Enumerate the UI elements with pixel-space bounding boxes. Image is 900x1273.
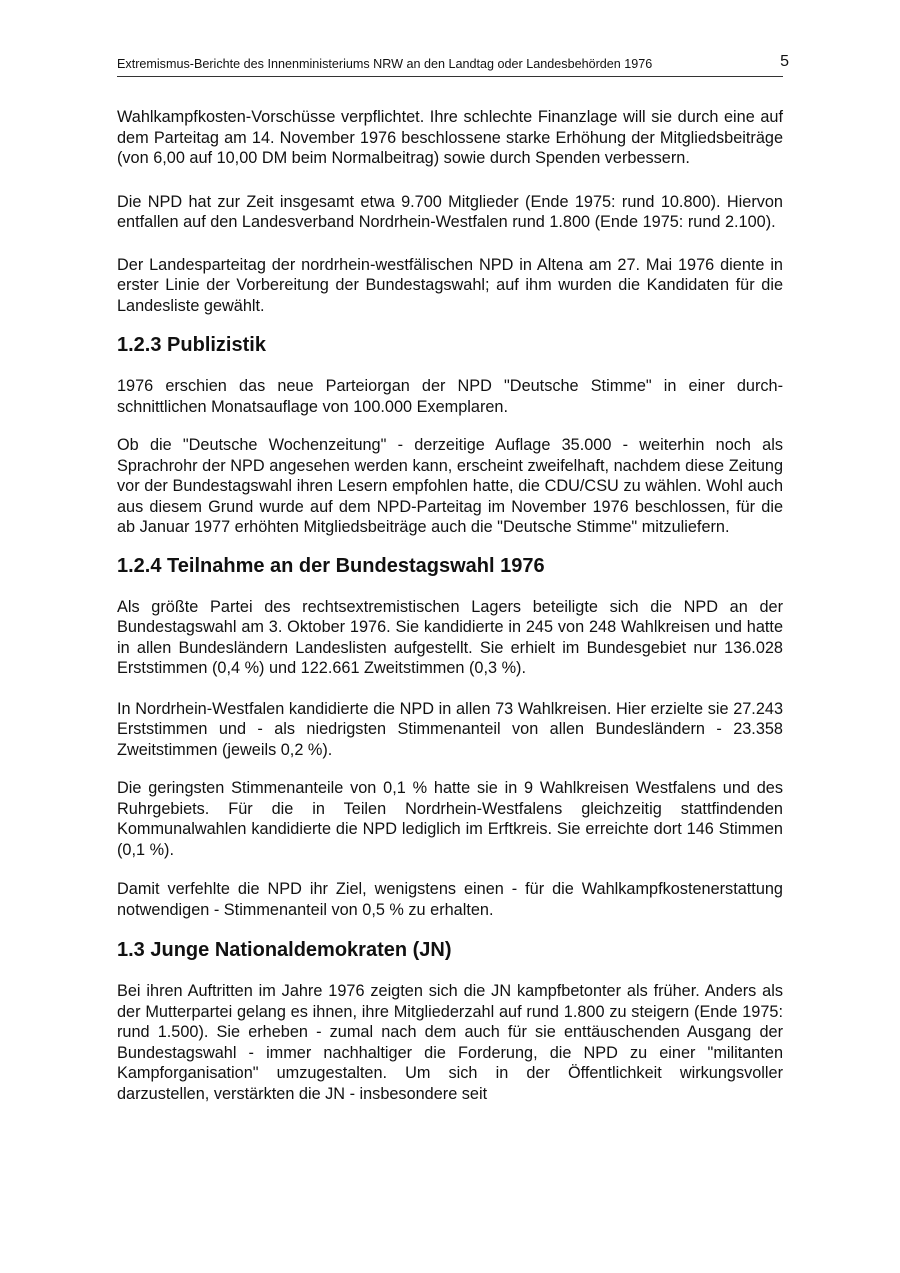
paragraph: Als größte Partei des rechtsextremistischen Lagers beteiligte sich die NPD an der Bundestagswahl am 3. Oktober 1976. Sie kandidierte in 245 von 248 Wahlkreisen und hatte in allen Bundesländern Landeslisten aufgestellt. Sie erhielt im Bundesgebiet nur 136.028 Erststimmen (0,4 %) und 122.661 Zweitstimmen (0,3 %). — [117, 597, 783, 677]
page-header — [117, 52, 789, 77]
paragraph: Die NPD hat zur Zeit insgesamt etwa 9.700 Mitglieder (Ende 1975: rund 10.800). Hiervon entfallen auf den Landesverband Nordrhein-Westfalen rund 1.800 (Ende 1975: rund 2.100). — [117, 192, 783, 231]
document-page — [117, 52, 789, 1120]
paragraph: Ob die "Deutsche Wochenzeitung" - derzeitige Auflage 35.000 - weiterhin noch als Sprachrohr der NPD angesehen werden kann, erscheint zweifelhaft, nachdem diese Zeitung vor der Bundestagswahl ihren Lesern empfohlen hatte, die CDU/CSU zu wählen. Wohl auch aus diesem Grund wurde auf dem NPD-Parteitag im November 1976 beschlossen, für die ab Januar 1977 erhöhten Mitgliedsbeiträge auch die "Deutsche Stimme" mitzuliefern. — [117, 436, 783, 536]
page-number: 5 — [780, 53, 789, 70]
section-heading-publizistik: 1.2.3 Publizistik — [117, 334, 266, 356]
paragraph: In Nordrhein-Westfalen kandidierte die NPD in allen 73 Wahlkreisen. Hier erzielte sie 27.243 Erststimmen und - als niedrigsten Stimmenanteil von allen Bundesländern - 23.358 Zweitstimmen (jeweils 0,2 %). — [117, 699, 783, 759]
section-heading-jn: 1.3 Junge Nationaldemokraten (JN) — [117, 939, 452, 961]
paragraph: 1976 erschien das neue Parteiorgan der NPD "Deutsche Stimme" in einer durchschnittlichen Monatsauflage von 100.000 Exemplaren. — [117, 377, 783, 416]
section-heading-bundestagswahl: 1.2.4 Teilnahme an der Bundestagswahl 1976 — [117, 554, 545, 577]
paragraph: Die geringsten Stimmenanteile von 0,1 % hatte sie in 9 Wahlkreisen Westfalens und des Ruhrgebiets. Für die in Teilen Nordrhein-Westfalens gleichzeitig stattfindenden Kommunalwahlen kandidierte die NPD lediglich im Erftkreis. Sie erreichte dort 146 Stimmen (0,1 %). — [117, 779, 783, 859]
paragraph: Wahlkampfkosten-Vorschüsse verpflichtet. Ihre schlechte Finanzlage will sie durch eine auf dem Parteitag am 14. November 1976 beschlossene starke Erhöhung der Mitgliedsbeiträge (von 6,00 auf 10,00 DM beim Normalbeitrag) sowie durch Spenden verbessern. — [117, 108, 783, 167]
paragraph: Bei ihren Auftritten im Jahre 1976 zeigten sich die JN kampfbetonter als früher. Anders als der Mutterpartei gelang es ihnen, ihre Mitgliederzahl auf rund 1.800 zu steigern (Ende 1975: rund 1.500). Sie erheben - zumal nach dem auch für sie enttäuschenden Ausgang der Bundestagswahl - immer nachhaltiger die Forderung, die NPD zu einer "militanten Kampforganisation" umzugestalten. Um sich in der Öffentlichkeit wirkungsvoller darzustellen, verstärkten die JN - insbesondere seit — [117, 982, 783, 1103]
header-title: Extremismus-Berichte des Innenministeriums NRW an den Landtag oder Landesbehörden 1976 — [117, 57, 653, 71]
paragraph: Der Landesparteitag der nordrhein-westfälischen NPD in Altena am 27. Mai 1976 diente in erster Linie der Vorbereitung der Bundestagswahl; auf ihm wurden die Kandidaten für die Landesliste gewählt. — [117, 255, 783, 315]
document-body — [117, 107, 783, 1104]
paragraph: Damit verfehlte die NPD ihr Ziel, wenigstens einen - für die Wahlkampfkostenerstattung notwendigen - Stimmenanteil von 0,5 % zu erhalten. — [117, 880, 783, 919]
